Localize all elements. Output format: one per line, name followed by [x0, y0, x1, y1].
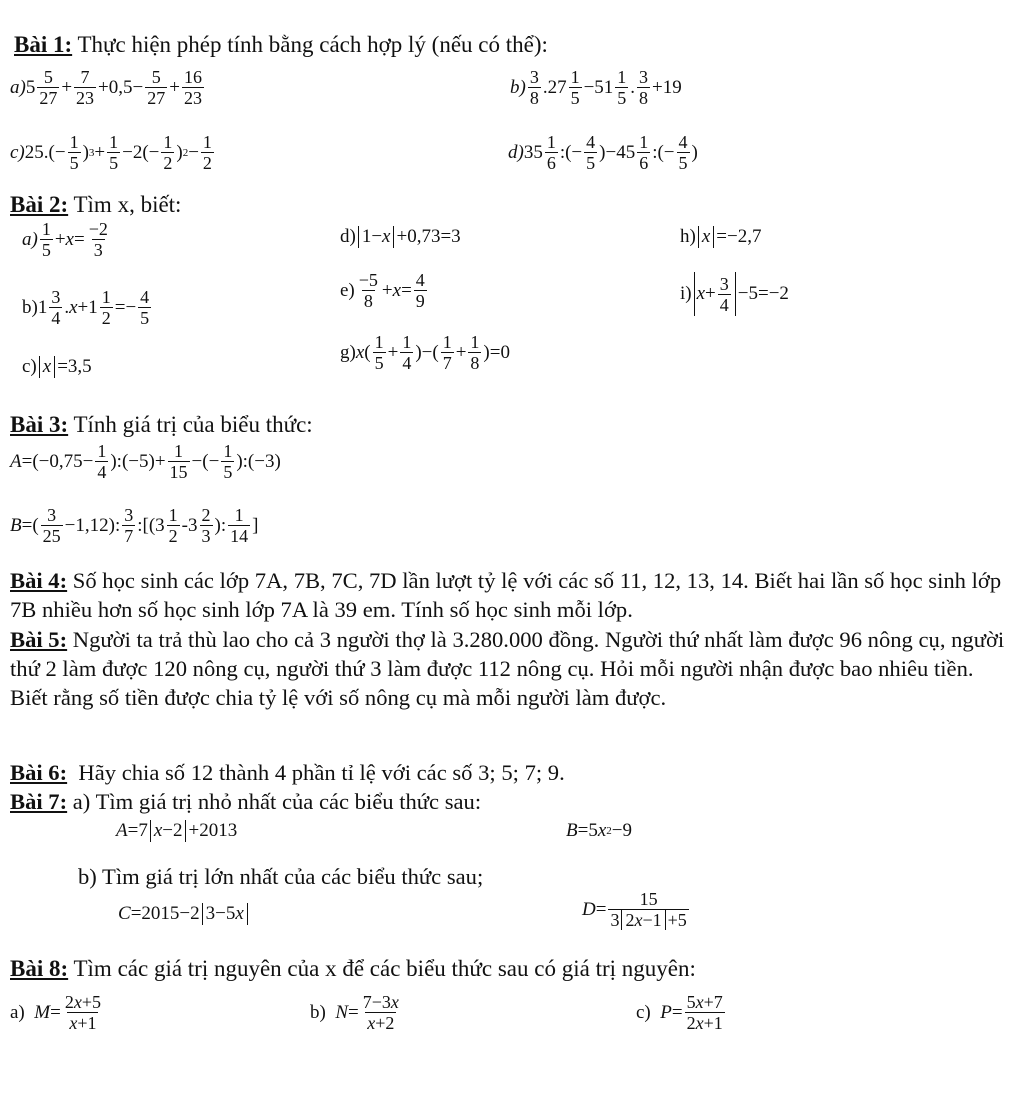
exercise-3-title: Tính giá trị của biểu thức: — [73, 412, 313, 437]
ex1-b: b) 3 8 .27 1 5 −51 1 5 . 3 8 +19 — [510, 67, 682, 108]
exercise-3-label: Bài 3: — [10, 412, 69, 437]
exercise-4-text: Số học sinh các lớp 7A, 7B, 7C, 7D lần lượt tỷ lệ với các số 11, 12, 13, 14. Biết hai lần số học sinh lớp 7B nhiều hơn số học sinh lớp 7A là 39 em. Tính số học sinh mỗi lớp. — [10, 568, 1002, 622]
exercise-8-label: Bài 8: — [10, 956, 69, 981]
exercise-1-label: Bài 1: — [14, 32, 73, 57]
ex7-expression-c: C =2015−2 3−5x — [118, 903, 250, 925]
exercise-7-part-a: a) Tìm giá trị nhỏ nhất của các biểu thức sau: — [72, 789, 482, 814]
ex3-expression-a: A =(−0,75− 1 4 ):(−5)+ 1 15 −(− 1 5 ):(−3) — [10, 441, 281, 482]
exercise-1-header — [14, 32, 548, 58]
exercise-8-title: Tìm các giá trị nguyên của x để các biểu thức sau có giá trị nguyên: — [73, 956, 696, 981]
exercise-5-label: Bài 5: — [10, 627, 68, 652]
ex8-c: c) P = 5x+7 2x+1 — [636, 992, 723, 1033]
ex2-a: a) 1 5 + x = −2 3 — [22, 219, 108, 260]
exercise-5 — [10, 625, 1014, 712]
ex8-a: a) M = 2x+5 x+1 — [10, 992, 101, 1033]
ex2-g: g) x ( 1 5 + 1 4 )−( 1 7 + 1 8 )=0 — [340, 332, 510, 373]
ex2-e: e) −5 8 + x = 4 9 — [340, 270, 425, 311]
ex2-h: h) x =−2,7 — [680, 226, 762, 247]
exercise-2-label: Bài 2: — [10, 192, 69, 217]
exercise-7-part-b: b) Tìm giá trị lớn nhất của các biểu thức sau; — [78, 864, 484, 889]
ex7-expression-b: B =5 x 2 −9 — [566, 820, 632, 841]
ex2-b: b)1 3 4 . x +1 1 2 =− 4 5 — [22, 287, 150, 328]
exercise-1-title: Thực hiện phép tính bằng cách hợp lý (nếu có thể): — [77, 32, 548, 57]
ex7-expression-d: D = 15 3 2x−1 +5 — [582, 889, 687, 930]
ex8-b: b) N = 7−3x x+2 — [310, 992, 399, 1033]
exercise-8-header — [10, 956, 696, 982]
exercise-5-text: Người ta trả thù lao cho cả 3 người thợ là 3.280.000 đồng. Người thứ nhất làm được 96 nông cụ, người thứ 2 làm được 120 nông cụ, người thứ 3 làm được 112 nông cụ. Hỏi mỗi người nhận được bao nhiêu tiền. Biết rằng số tiền được chia tỷ lệ với số nông cụ mà mỗi người làm được. — [10, 627, 1005, 710]
exercise-3-header — [10, 412, 313, 438]
exercise-2-header — [10, 192, 181, 218]
ex3-expression-b: B =( 3 25 −1,12): 3 7 :[(3 1 2 -3 2 3 ): 1 14 ] — [10, 505, 259, 546]
ex1-d: d) 35 1 6 :(− 4 5 )−45 1 6 :(− 4 5 ) — [508, 132, 698, 173]
ex2-c: c) x =3,5 — [22, 356, 92, 377]
ex2-d: d) 1−x +0,73=3 — [340, 226, 461, 247]
exercise-4 — [10, 566, 1014, 624]
ex1-c: c) 25.(− 1 5 ) 3 + 1 5 −2(− 1 2 ) 2 − 1 2 — [10, 132, 212, 173]
exercise-2-title: Tìm x, biết: — [73, 192, 182, 217]
exercise-4-label: Bài 4: — [10, 568, 68, 593]
exercise-7-label: Bài 7: — [10, 789, 68, 814]
exercise-6-text: Hãy chia số 12 thành 4 phần tỉ lệ với các số 3; 5; 7; 9. — [78, 760, 565, 785]
exercise-7 — [10, 787, 1014, 816]
ex2-i: i) x + 3 4 −5=−2 — [680, 273, 789, 315]
exercise-6 — [10, 758, 1014, 787]
ex7-expression-a: A =7 x−2 +2013 — [116, 820, 238, 841]
ex1-a: a) 5 5 27 + 7 23 +0,5− 5 27 + 16 23 — [10, 67, 202, 108]
exercise-6-label: Bài 6: — [10, 760, 68, 785]
